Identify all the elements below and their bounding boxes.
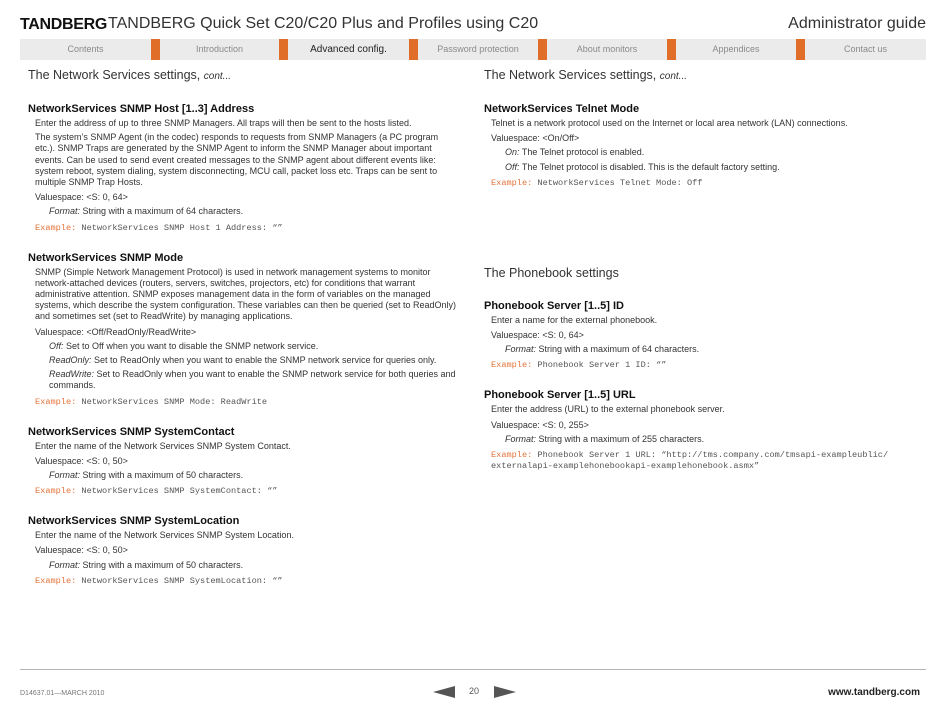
example-label: Example: bbox=[491, 177, 533, 188]
setting-snmp-mode bbox=[28, 251, 460, 408]
left-column bbox=[28, 68, 460, 587]
setting-example bbox=[35, 486, 460, 497]
setting-valuespace: Valuespace: <Off/ReadOnly/ReadWrite> bbox=[35, 326, 197, 337]
format-text: String with a maximum of 50 characters. bbox=[80, 470, 244, 481]
option-text: The Telnet protocol is enabled. bbox=[519, 147, 645, 158]
nav-tab-bar bbox=[20, 39, 926, 60]
setting-example bbox=[35, 397, 460, 408]
setting-description: The system’s SNMP Agent (in the codec) responds to requests from SNMP Managers (a PC program etc.). SNMP Traps are generated by the SNMP Agent to inform the SNMP Manager about important events. Can be used to send event created messages to the SNMP agent about different events like: system reboot, system dialing, system disconnecting, MCU call, packet loss etc. Traps can be sent to multiple SNMP Trap Hosts. bbox=[35, 132, 439, 188]
option-label: Off: bbox=[505, 161, 520, 172]
format-text: String with a maximum of 255 characters. bbox=[536, 433, 705, 444]
option-text: Set to ReadOnly when you want to enable the SNMP network service for both queries and commands. bbox=[49, 369, 456, 391]
option-readonly bbox=[49, 355, 460, 366]
setting-example bbox=[491, 360, 924, 371]
setting-example bbox=[491, 178, 924, 189]
website-link[interactable]: www.tandberg.com bbox=[828, 687, 920, 698]
example-text: NetworkServices SNMP SystemLocation: “” bbox=[76, 575, 283, 586]
example-text: Phonebook Server 1 URL: “http://tms.company.com/tmsapi-exampleublic/ bbox=[532, 450, 889, 461]
setting-snmp-host bbox=[28, 102, 460, 234]
format-label: Format: bbox=[505, 433, 537, 444]
example-label: Example: bbox=[35, 396, 77, 407]
example-label: Example: bbox=[491, 360, 533, 371]
example-label: Example: bbox=[35, 486, 77, 497]
page-header bbox=[20, 14, 926, 36]
setting-description: Enter the name of the Network Services SNMP System Location. bbox=[35, 530, 294, 541]
phonebook-section-title: The Phonebook settings bbox=[484, 265, 619, 280]
example-label: Example: bbox=[35, 575, 77, 586]
brand-logo: TANDBERG bbox=[20, 16, 108, 33]
setting-description: SNMP (Simple Network Management Protocol) is used in network management systems to monitor network-attached devices (routers, servers, switches, projectors, etc) for conditions that warrant administrative attention. SNMP exposes management data in the form of variables on the managed systems, which describe the system configuration. These variables can then be queried (set to ReadOnly) and sometimes set (set to ReadWrite) by managing applications. bbox=[35, 266, 457, 322]
format-text: String with a maximum of 50 characters. bbox=[80, 559, 244, 570]
setting-format bbox=[505, 434, 924, 445]
option-text: The Telnet protocol is disabled. This is the default factory setting. bbox=[519, 161, 780, 172]
example-label: Example: bbox=[35, 222, 77, 233]
option-text: Set to Off when you want to disable the SNMP network service. bbox=[63, 340, 319, 351]
section-title-text: The Network Services settings, bbox=[484, 68, 657, 82]
setting-phonebook-id bbox=[484, 299, 924, 372]
tab-appendices[interactable]: Appendices bbox=[712, 44, 760, 54]
setting-format bbox=[49, 560, 460, 571]
setting-title: NetworkServices SNMP Mode bbox=[28, 251, 184, 264]
option-off bbox=[505, 162, 924, 173]
section-cont: cont... bbox=[659, 71, 688, 82]
tab-advanced-config[interactable]: Advanced config. bbox=[310, 44, 387, 55]
triangle-right-icon[interactable] bbox=[494, 686, 516, 698]
tab-separator bbox=[538, 39, 547, 60]
setting-valuespace: Valuespace: <S: 0, 64> bbox=[35, 192, 128, 203]
setting-title: NetworkServices SNMP Host [1..3] Address bbox=[28, 103, 255, 115]
footer-divider bbox=[20, 669, 926, 670]
tab-contents[interactable]: Contents bbox=[67, 44, 104, 54]
tab-contact-us[interactable]: Contact us bbox=[843, 44, 888, 54]
section-title bbox=[28, 68, 460, 83]
format-text: String with a maximum of 64 characters. bbox=[536, 344, 700, 355]
setting-format bbox=[49, 206, 460, 217]
option-label: Off: bbox=[49, 340, 64, 351]
example-label: Example: bbox=[491, 450, 533, 461]
document-title: TANDBERG Quick Set C20/C20 Plus and Profiles using C20 bbox=[108, 15, 539, 32]
setting-example bbox=[491, 450, 924, 461]
document-type: Administrator guide bbox=[788, 15, 926, 32]
format-label: Format: bbox=[49, 206, 81, 217]
setting-valuespace: Valuespace: <S: 0, 64> bbox=[491, 330, 584, 341]
setting-valuespace: Valuespace: <On/Off> bbox=[491, 133, 580, 144]
page-number: 20 bbox=[468, 686, 479, 696]
option-readwrite bbox=[49, 369, 460, 391]
setting-description: Enter a name for the external phonebook. bbox=[491, 314, 658, 325]
tab-separator bbox=[409, 39, 418, 60]
example-text: NetworkServices Telnet Mode: Off bbox=[532, 177, 703, 188]
example-text: NetworkServices SNMP SystemContact: “” bbox=[76, 486, 278, 497]
tab-about-monitors[interactable]: About monitors bbox=[576, 44, 638, 54]
example-text: NetworkServices SNMP Host 1 Address: “” bbox=[76, 222, 283, 233]
setting-description: Enter the address (URL) to the external phonebook server. bbox=[491, 404, 725, 415]
setting-valuespace: Valuespace: <S: 0, 50> bbox=[35, 545, 128, 556]
option-label: ReadWrite: bbox=[49, 369, 95, 380]
right-column bbox=[484, 68, 924, 472]
example-text: NetworkServices SNMP Mode: ReadWrite bbox=[76, 396, 268, 407]
format-text: String with a maximum of 64 characters. bbox=[80, 206, 244, 217]
format-label: Format: bbox=[49, 559, 81, 570]
triangle-left-icon[interactable] bbox=[433, 686, 455, 698]
setting-format bbox=[505, 344, 924, 355]
setting-phonebook-url bbox=[484, 388, 924, 472]
option-label: On: bbox=[505, 147, 520, 158]
setting-description: Enter the name of the Network Services SNMP System Contact. bbox=[35, 440, 291, 451]
option-label: ReadOnly: bbox=[49, 355, 92, 366]
format-label: Format: bbox=[505, 344, 537, 355]
option-on bbox=[505, 147, 924, 158]
format-label: Format: bbox=[49, 470, 81, 481]
setting-format bbox=[49, 470, 460, 481]
setting-snmp-contact bbox=[28, 425, 460, 498]
setting-example bbox=[35, 223, 460, 234]
tab-introduction[interactable]: Introduction bbox=[195, 44, 244, 54]
setting-description: Telnet is a network protocol used on the Internet or local area network (LAN) connections. bbox=[491, 118, 848, 128]
setting-snmp-location bbox=[28, 514, 460, 587]
option-text: Set to ReadOnly when you want to enable the SNMP network service for queries only. bbox=[91, 355, 437, 366]
section-cont: cont... bbox=[203, 71, 232, 82]
option-off bbox=[49, 341, 460, 352]
setting-telnet-mode bbox=[484, 102, 924, 189]
setting-description: Enter the address of up to three SNMP Managers. All traps will then be sent to the hosts listed. bbox=[35, 118, 412, 128]
tab-separator bbox=[796, 39, 805, 60]
tab-password-protection[interactable]: Password protection bbox=[437, 44, 519, 54]
document-id: D14637.01—MARCH 2010 bbox=[20, 690, 105, 697]
setting-title: NetworkServices Telnet Mode bbox=[484, 103, 640, 115]
tab-separator bbox=[667, 39, 676, 60]
section-title-text: The Network Services settings, bbox=[28, 68, 201, 82]
example-text: Phonebook Server 1 ID: “” bbox=[532, 360, 667, 371]
setting-title: NetworkServices SNMP SystemLocation bbox=[28, 515, 240, 528]
tab-separator bbox=[151, 39, 160, 60]
setting-title: NetworkServices SNMP SystemContact bbox=[28, 425, 235, 438]
section-title bbox=[484, 68, 924, 83]
setting-title: Phonebook Server [1..5] ID bbox=[484, 299, 624, 312]
tab-separator bbox=[279, 39, 288, 60]
setting-example bbox=[35, 576, 460, 587]
setting-title: Phonebook Server [1..5] URL bbox=[484, 389, 636, 402]
setting-valuespace: Valuespace: <S: 0, 50> bbox=[35, 455, 128, 466]
setting-example-continued: externalapi-examplehonebookapi-examplehonebook.asmx” bbox=[491, 461, 760, 472]
setting-valuespace: Valuespace: <S: 0, 255> bbox=[491, 419, 589, 430]
